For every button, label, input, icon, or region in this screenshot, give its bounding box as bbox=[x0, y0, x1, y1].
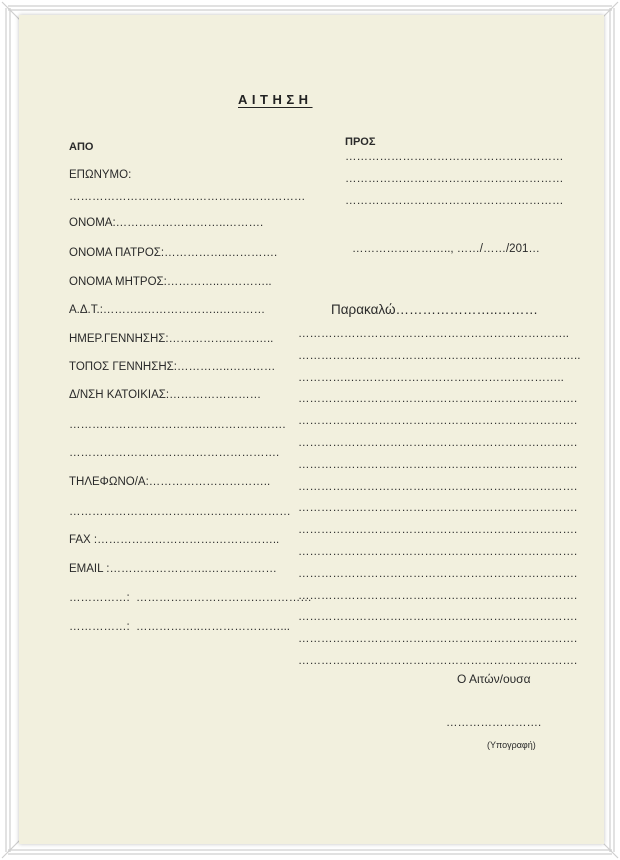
request-line[interactable]: ……………………………………………………………….. bbox=[298, 349, 581, 362]
extra-field-1-label[interactable]: ……………: bbox=[69, 592, 130, 604]
request-line[interactable]: ………………………………………………………………. bbox=[298, 546, 578, 558]
request-line[interactable]: ………………………………………………………………. bbox=[298, 502, 578, 515]
request-line[interactable]: ………………………………………………………………. bbox=[298, 480, 578, 493]
id-card-field[interactable]: Α.Δ.Τ.:………..………………..………… bbox=[69, 304, 266, 316]
to-line-3[interactable]: ………………………………………………… bbox=[345, 195, 564, 207]
phone-field[interactable]: ΤΗΛΕΦΩΝΟ/Α:………………………….. bbox=[69, 476, 271, 488]
address-line-2[interactable]: ……………………………..…………………. bbox=[69, 419, 286, 431]
extra-field-2-value[interactable]: ……………..…………………... bbox=[136, 621, 290, 633]
request-line[interactable]: ………………………………………………………………. bbox=[298, 393, 578, 406]
signature-field[interactable]: ……………………. bbox=[446, 717, 542, 729]
request-line[interactable]: …………………………………………………………….. bbox=[298, 328, 569, 340]
signature-caption: (Υπογραφή) bbox=[487, 740, 536, 750]
extra-field-2-label[interactable]: ……………: bbox=[69, 621, 130, 633]
request-line[interactable]: ………………………………………………………………. bbox=[298, 415, 578, 428]
request-line[interactable]: ………………………………………………………………. bbox=[298, 589, 578, 602]
address-line-3[interactable]: ………………………………………………. bbox=[69, 447, 280, 459]
to-line-1[interactable]: ………………………………………………… bbox=[345, 151, 564, 163]
request-line[interactable]: ………………………………………………………………. bbox=[298, 633, 578, 646]
request-line[interactable]: ………………………………………………………………. bbox=[298, 458, 578, 471]
birth-date-field[interactable]: ΗΜΕΡ.ΓΕΝΝΗΣΗΣ:……………..……….. bbox=[69, 333, 274, 345]
request-line[interactable]: ………………………………………………………………. bbox=[298, 567, 578, 580]
email-field[interactable]: EMAIL :……………………..……………… bbox=[69, 563, 277, 575]
form-title: ΑΙΤΗΣΗ bbox=[238, 92, 313, 107]
request-line[interactable]: ………………………………………………………………. bbox=[298, 655, 578, 667]
phone-line-2[interactable]: ……………………………….………………… bbox=[69, 506, 291, 518]
from-heading: ΑΠΟ bbox=[69, 141, 94, 153]
applicant-label: Ο Αιτών/ουσα bbox=[457, 672, 531, 686]
to-line-2[interactable]: ………………………………………………… bbox=[345, 173, 564, 185]
surname-field[interactable]: ………………………………………..…………… bbox=[69, 191, 306, 203]
father-name-field[interactable]: ΟΝΟΜΑ ΠΑΤΡΟΣ:……………..…………. bbox=[69, 247, 278, 259]
request-line[interactable]: ………………………………………………………………. bbox=[298, 611, 578, 624]
request-line[interactable]: …………..……………………………………………….. bbox=[298, 371, 564, 384]
extra-field-1-value[interactable]: ………………………….…………… bbox=[136, 592, 312, 604]
request-line[interactable]: ………………………………………………………………. bbox=[298, 437, 578, 449]
fax-field[interactable]: FAX :………………………….…………….. bbox=[69, 534, 280, 546]
birth-place-field[interactable]: ΤΟΠΟΣ ΓΕΝΝΗΣΗΣ:…………..………… bbox=[69, 361, 276, 373]
address-field[interactable]: Δ/ΝΣΗ ΚΑΤΟΙΚΙΑΣ:…………………… bbox=[69, 389, 262, 401]
mother-name-field[interactable]: ΟΝΟΜΑ ΜΗΤΡΟΣ:…………..………….. bbox=[69, 276, 272, 288]
to-heading: ΠΡΟΣ bbox=[345, 136, 376, 148]
name-field[interactable]: ΟΝΟΜΑ:………………………..………. bbox=[69, 217, 264, 229]
request-label: Παρακαλώ…………………..……… bbox=[331, 302, 539, 317]
request-line[interactable]: ………………………………………………………………. bbox=[298, 524, 578, 537]
surname-label: ΕΠΩΝΥΜΟ: bbox=[69, 169, 132, 181]
date-place-line[interactable]: …………………….., ……/……/201… bbox=[352, 243, 540, 255]
